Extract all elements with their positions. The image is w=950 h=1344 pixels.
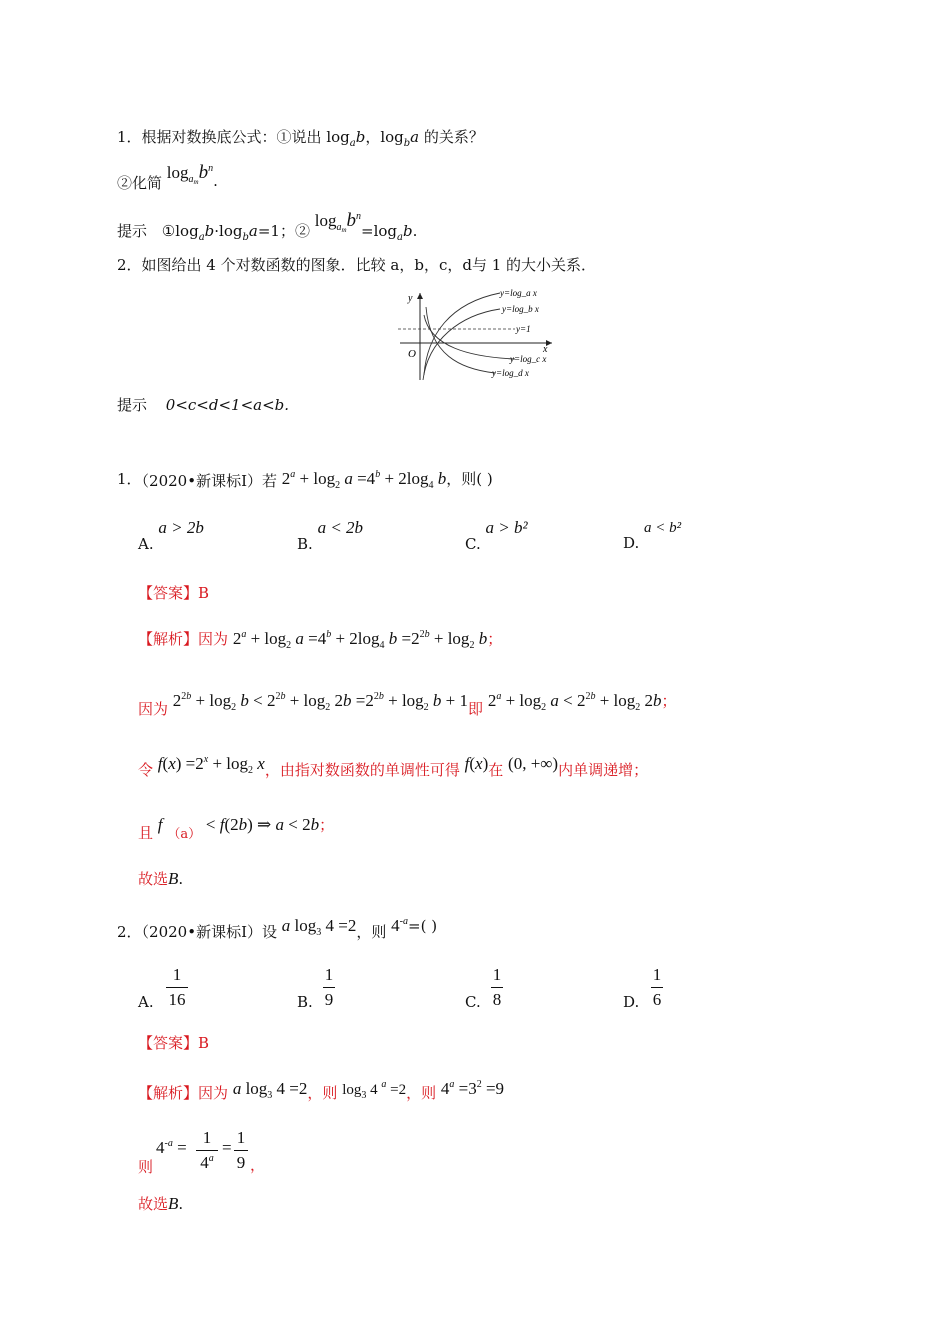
axis-x-label: x [543,344,548,355]
curve-log-d [426,307,495,373]
y-axis-arrow [417,293,423,299]
hint1: 提示 $①\log_ab\cdot\log_ba=1$；② $\log_{a_m}b^n=\log_ab$. [117,210,418,243]
label-log-c: y=log_c x [510,354,547,364]
label-log-b: y=log_b x [502,304,539,314]
label-log-a: y=log_a x [500,288,537,298]
problem1-analysis-4: 且 f （a） < f(2b) ⇒ a < 2b； [138,815,335,842]
problem2-analysis-1: 【解析】因为 a $\log_3 4 =2$，则 $\log_3 4$ $^a$ =2，则 $4^a =3^2 =9$ [138,1079,505,1102]
problem1-choice-a[interactable]: A. a > 2b [138,518,204,553]
q1-line2: ②化简 $\log_{a_m}b^n$. [117,162,218,192]
problem1-choice-b[interactable]: B. a < 2b [297,518,364,553]
problem1-conclusion: 故选B. [138,869,184,888]
problem1-analysis-1: 【解析】因为 $2^a + \log_2 a =4^b + 2\log_4$ $b =2^{2b} + \log_2 b$； [138,629,503,651]
problem1-choice-c[interactable]: C. a > b² [465,518,528,553]
axis-y-label: y [408,293,413,304]
problem1-analysis-2: 因为 $2^{2b} + \log_2 b < 2^{2b} + \log_2 2b =2^{2b} + \log_2 b + 1$即 $2^a + \log_2 a < 2^{2b} + \log_2 2b$； [138,691,677,718]
hint2: 提示 0<c<d<1<a<b. [117,396,290,414]
problem2-answer: 【答案】B [138,1034,210,1052]
curve-log-a [424,293,500,375]
log-graph-figure [390,285,560,385]
origin-label: O [408,348,416,360]
q2-text: 2．如图给出 4 个对数函数的图象．比较 a，b，c，d与 1 的大小关系． [117,256,597,274]
label-y-1: y=1 [516,324,531,334]
curve-log-c [424,315,515,359]
problem2-conclusion: 故选B. [138,1194,184,1213]
problem2-stem: 2．（2020•新课标Ⅰ）设 a $\log_3 4 =2$，则 $4^{-a}=$( ) [117,916,438,941]
q1-line1: 1．根据对数换底公式：①说出 $\log_ab$，$\log_ba$ 的关系？ [117,128,484,149]
problem1-analysis-3: 令 $f(x) =2^x + \log_2 x$，由指对数函数的单调性可得 f(x)在 (0, +∞)内单调递增； [138,754,649,779]
problem1-answer: 【答案】B [138,584,210,602]
problem1-choice-d[interactable]: D. a < b² [623,520,682,552]
label-log-d: y=log_d x [492,368,529,378]
problem1-stem: 1．（2020•新课标Ⅰ）若 $2^a + \log_2 a =4^b + 2\log_4$ b，则( ) [117,469,493,491]
curve-log-b [423,309,500,380]
